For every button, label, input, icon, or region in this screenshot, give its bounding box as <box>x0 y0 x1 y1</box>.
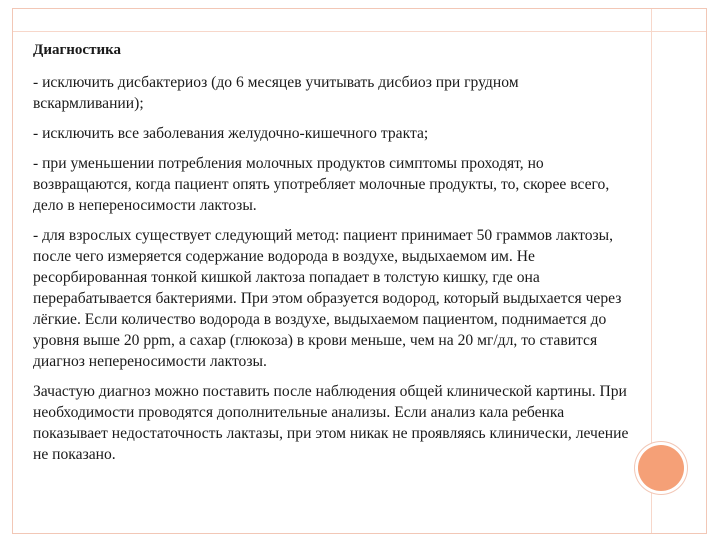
paragraph-clinical-picture: Зачастую диагноз можно поставить после наблюдения общей клинической картины. При необходимости проводятся дополнительные анализы. Если анализ кала ребенка показывает недостаточность лактазы, при этом никак не проявляясь клинически, лечение не показано. <box>33 383 629 463</box>
paragraph-hydrogen-test: - для взрослых существует следующий метод: пациент принимает 50 граммов лактозы, после чего измеряется содержание водорода в воздухе, выдыхаемом им. Не ресорбированная тонкой кишкой лактоза попадает в толстую кишку, где она перерабатывается бактериями. При этом образуется водород, который выдыхается через лёгкие. Если количество водорода в воздухе, выдыхаемом пациентом, поднимается до уровня выше 20 ppm, а сахар (глюкоза) в крови меньше, чем на 20 мг/дл, то ставится диагноз непереносимости лактозы. <box>33 227 622 370</box>
slide-content <box>33 40 633 474</box>
paragraph-gi-diseases: - исключить все заболевания желудочно-кишечного тракта; <box>33 125 429 142</box>
paragraph-dysbacteriosis: - исключить дисбактериоз (до 6 месяцев учитывать дисбиоз при грудном вскармливании); <box>33 74 519 112</box>
decorative-circle <box>638 445 684 491</box>
paragraph-dairy-symptoms: - при уменьшении потребления молочных продуктов симптомы проходят, но возвращаются, когда пациент опять употребляет молочные продукты, то, скорее всего, дело в непереносимости лактозы. <box>33 155 610 214</box>
slide-heading: Диагностика <box>33 42 122 58</box>
frame-horizontal-line <box>13 31 706 32</box>
